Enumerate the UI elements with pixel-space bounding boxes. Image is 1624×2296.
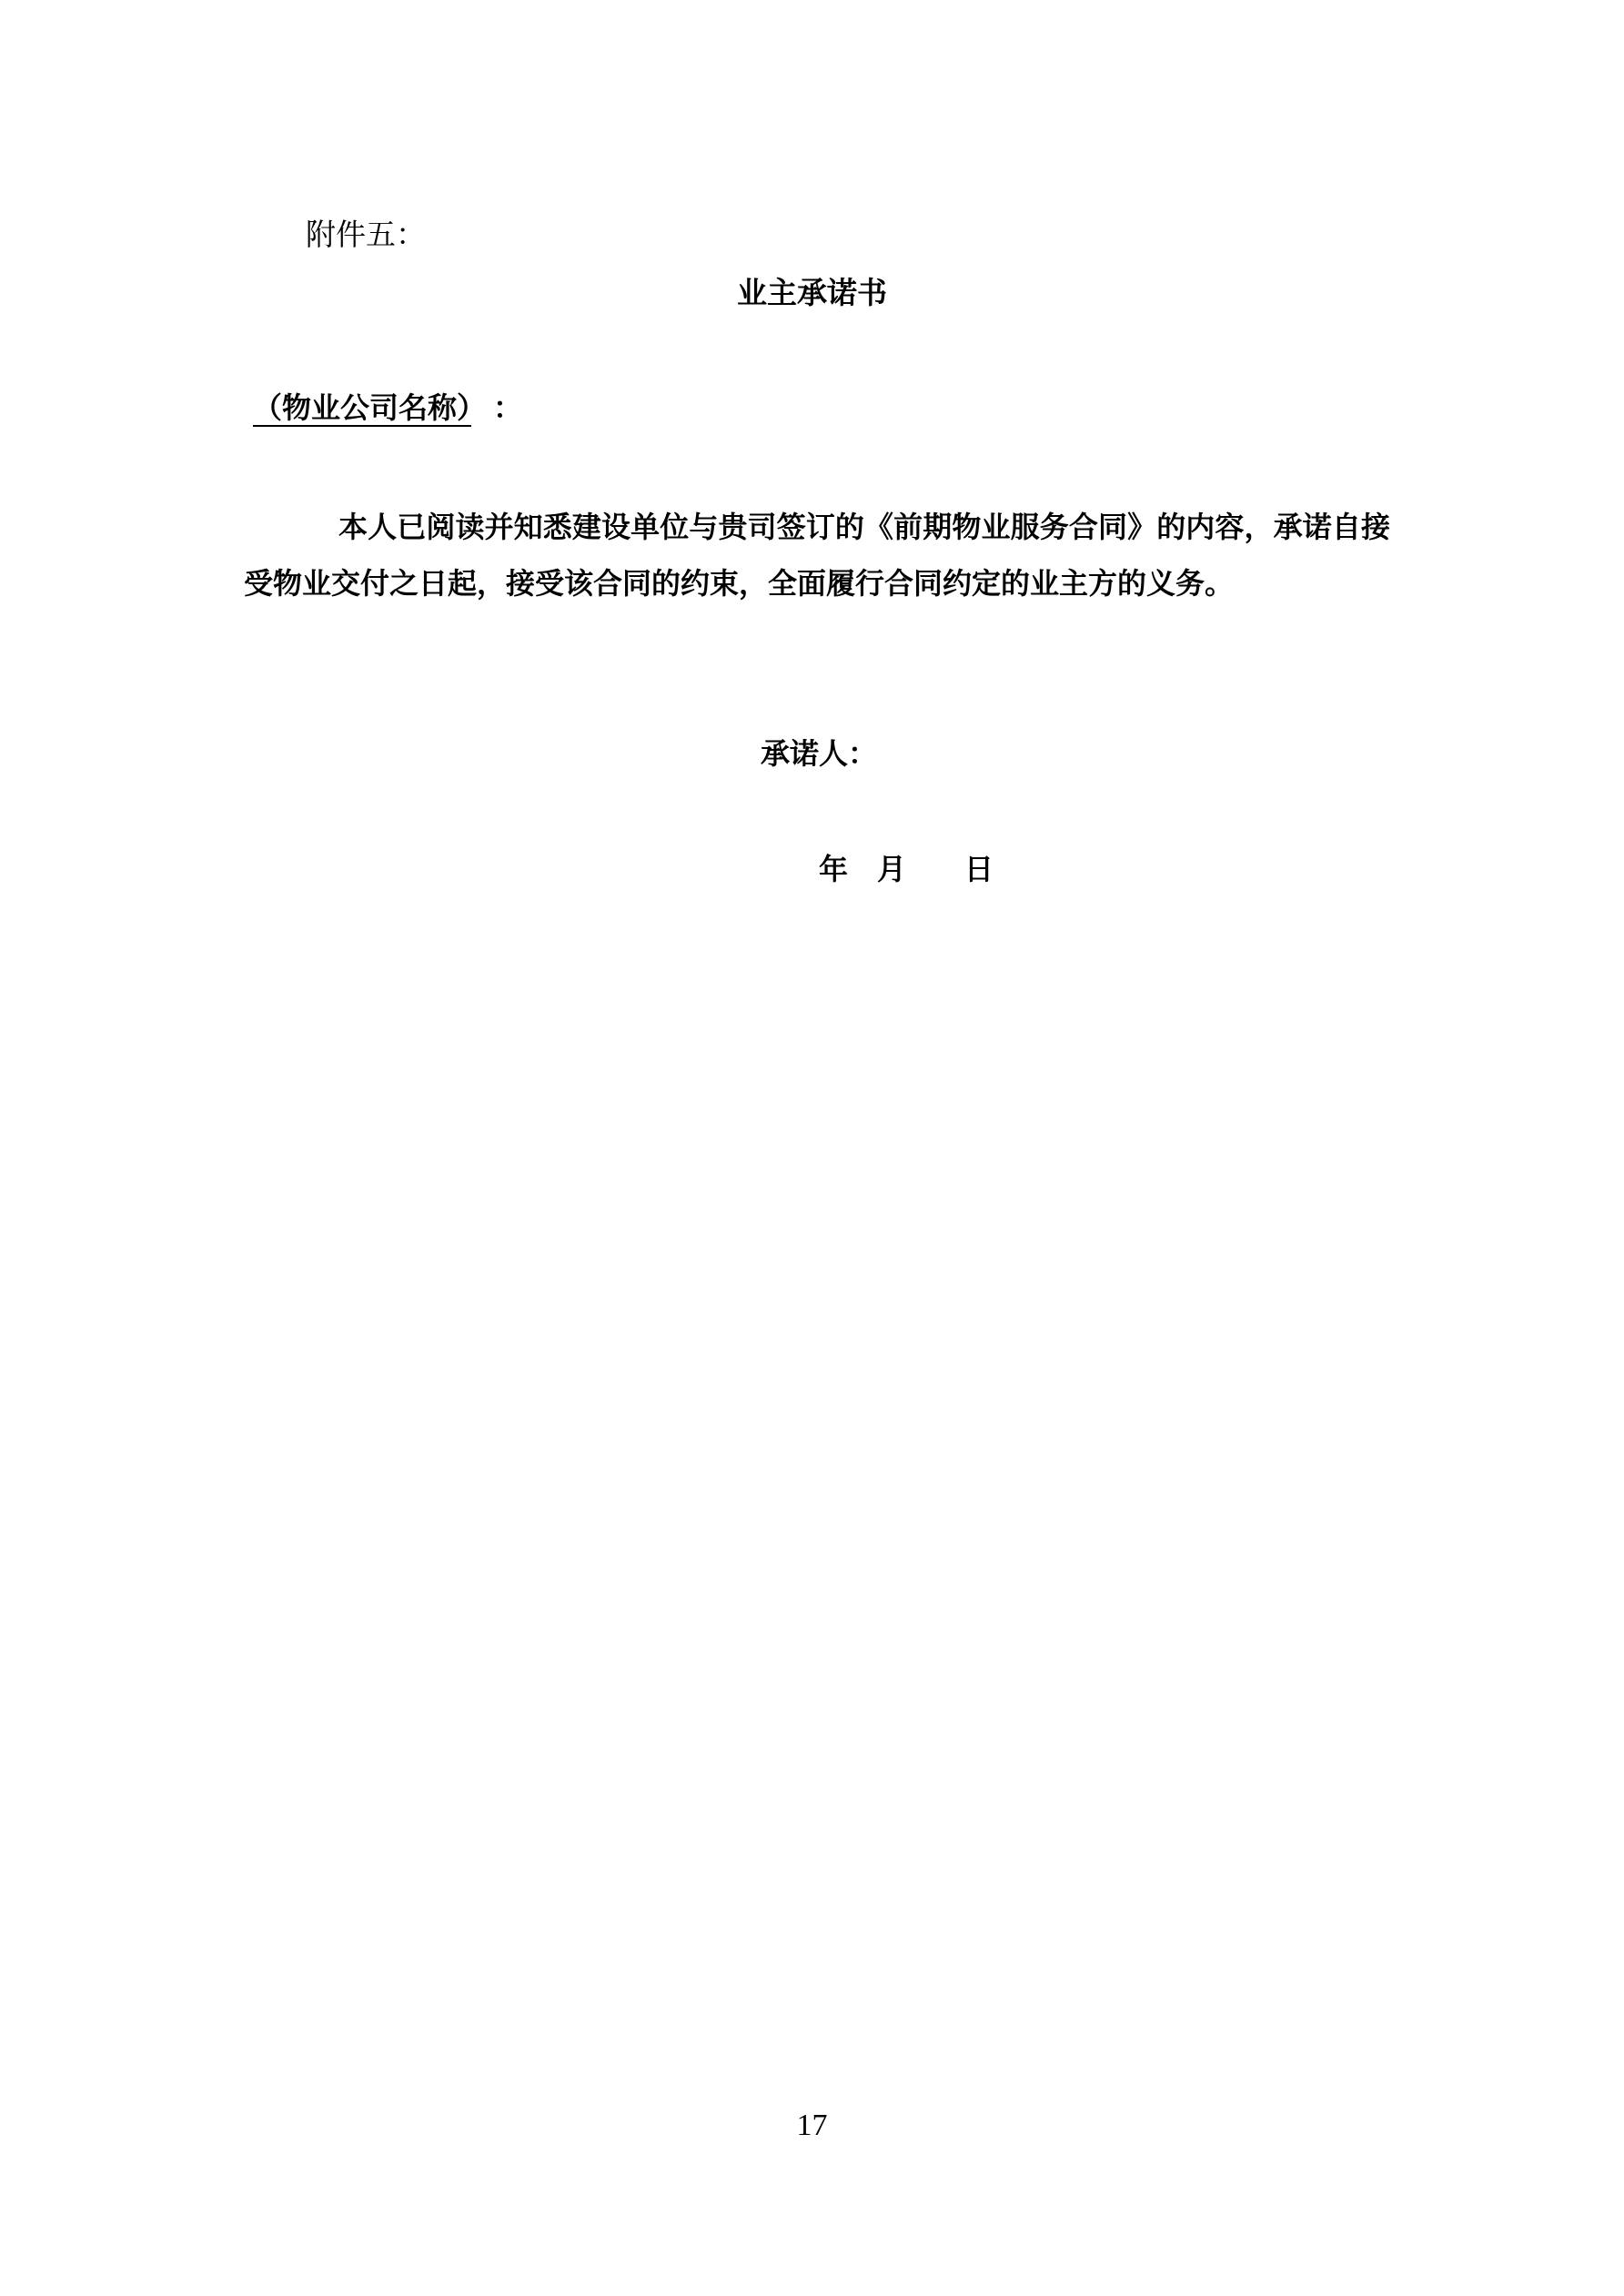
date-month-label: 月 [877,852,907,886]
addressee-name: （物业公司名称） [253,390,472,425]
page-number: 17 [796,2109,828,2142]
date-year-label: 年 [819,852,849,886]
addressee-colon: ： [493,390,523,425]
annex-label: 附件五： [306,217,426,252]
body-paragraph: 本人已阅读并知悉建设单位与贵司签订的《前期物业服务合同》的内容，承诺自接受物业交付之日起，接受该合同的约束，全面履行合同约定的业主方的义务。 [244,510,1390,601]
promisor-label: 承诺人： [761,736,878,771]
date-day-label: 日 [964,852,994,886]
date-line [819,846,994,888]
addressee-line [246,385,522,427]
document-title: 业主承诺书 [737,275,887,310]
